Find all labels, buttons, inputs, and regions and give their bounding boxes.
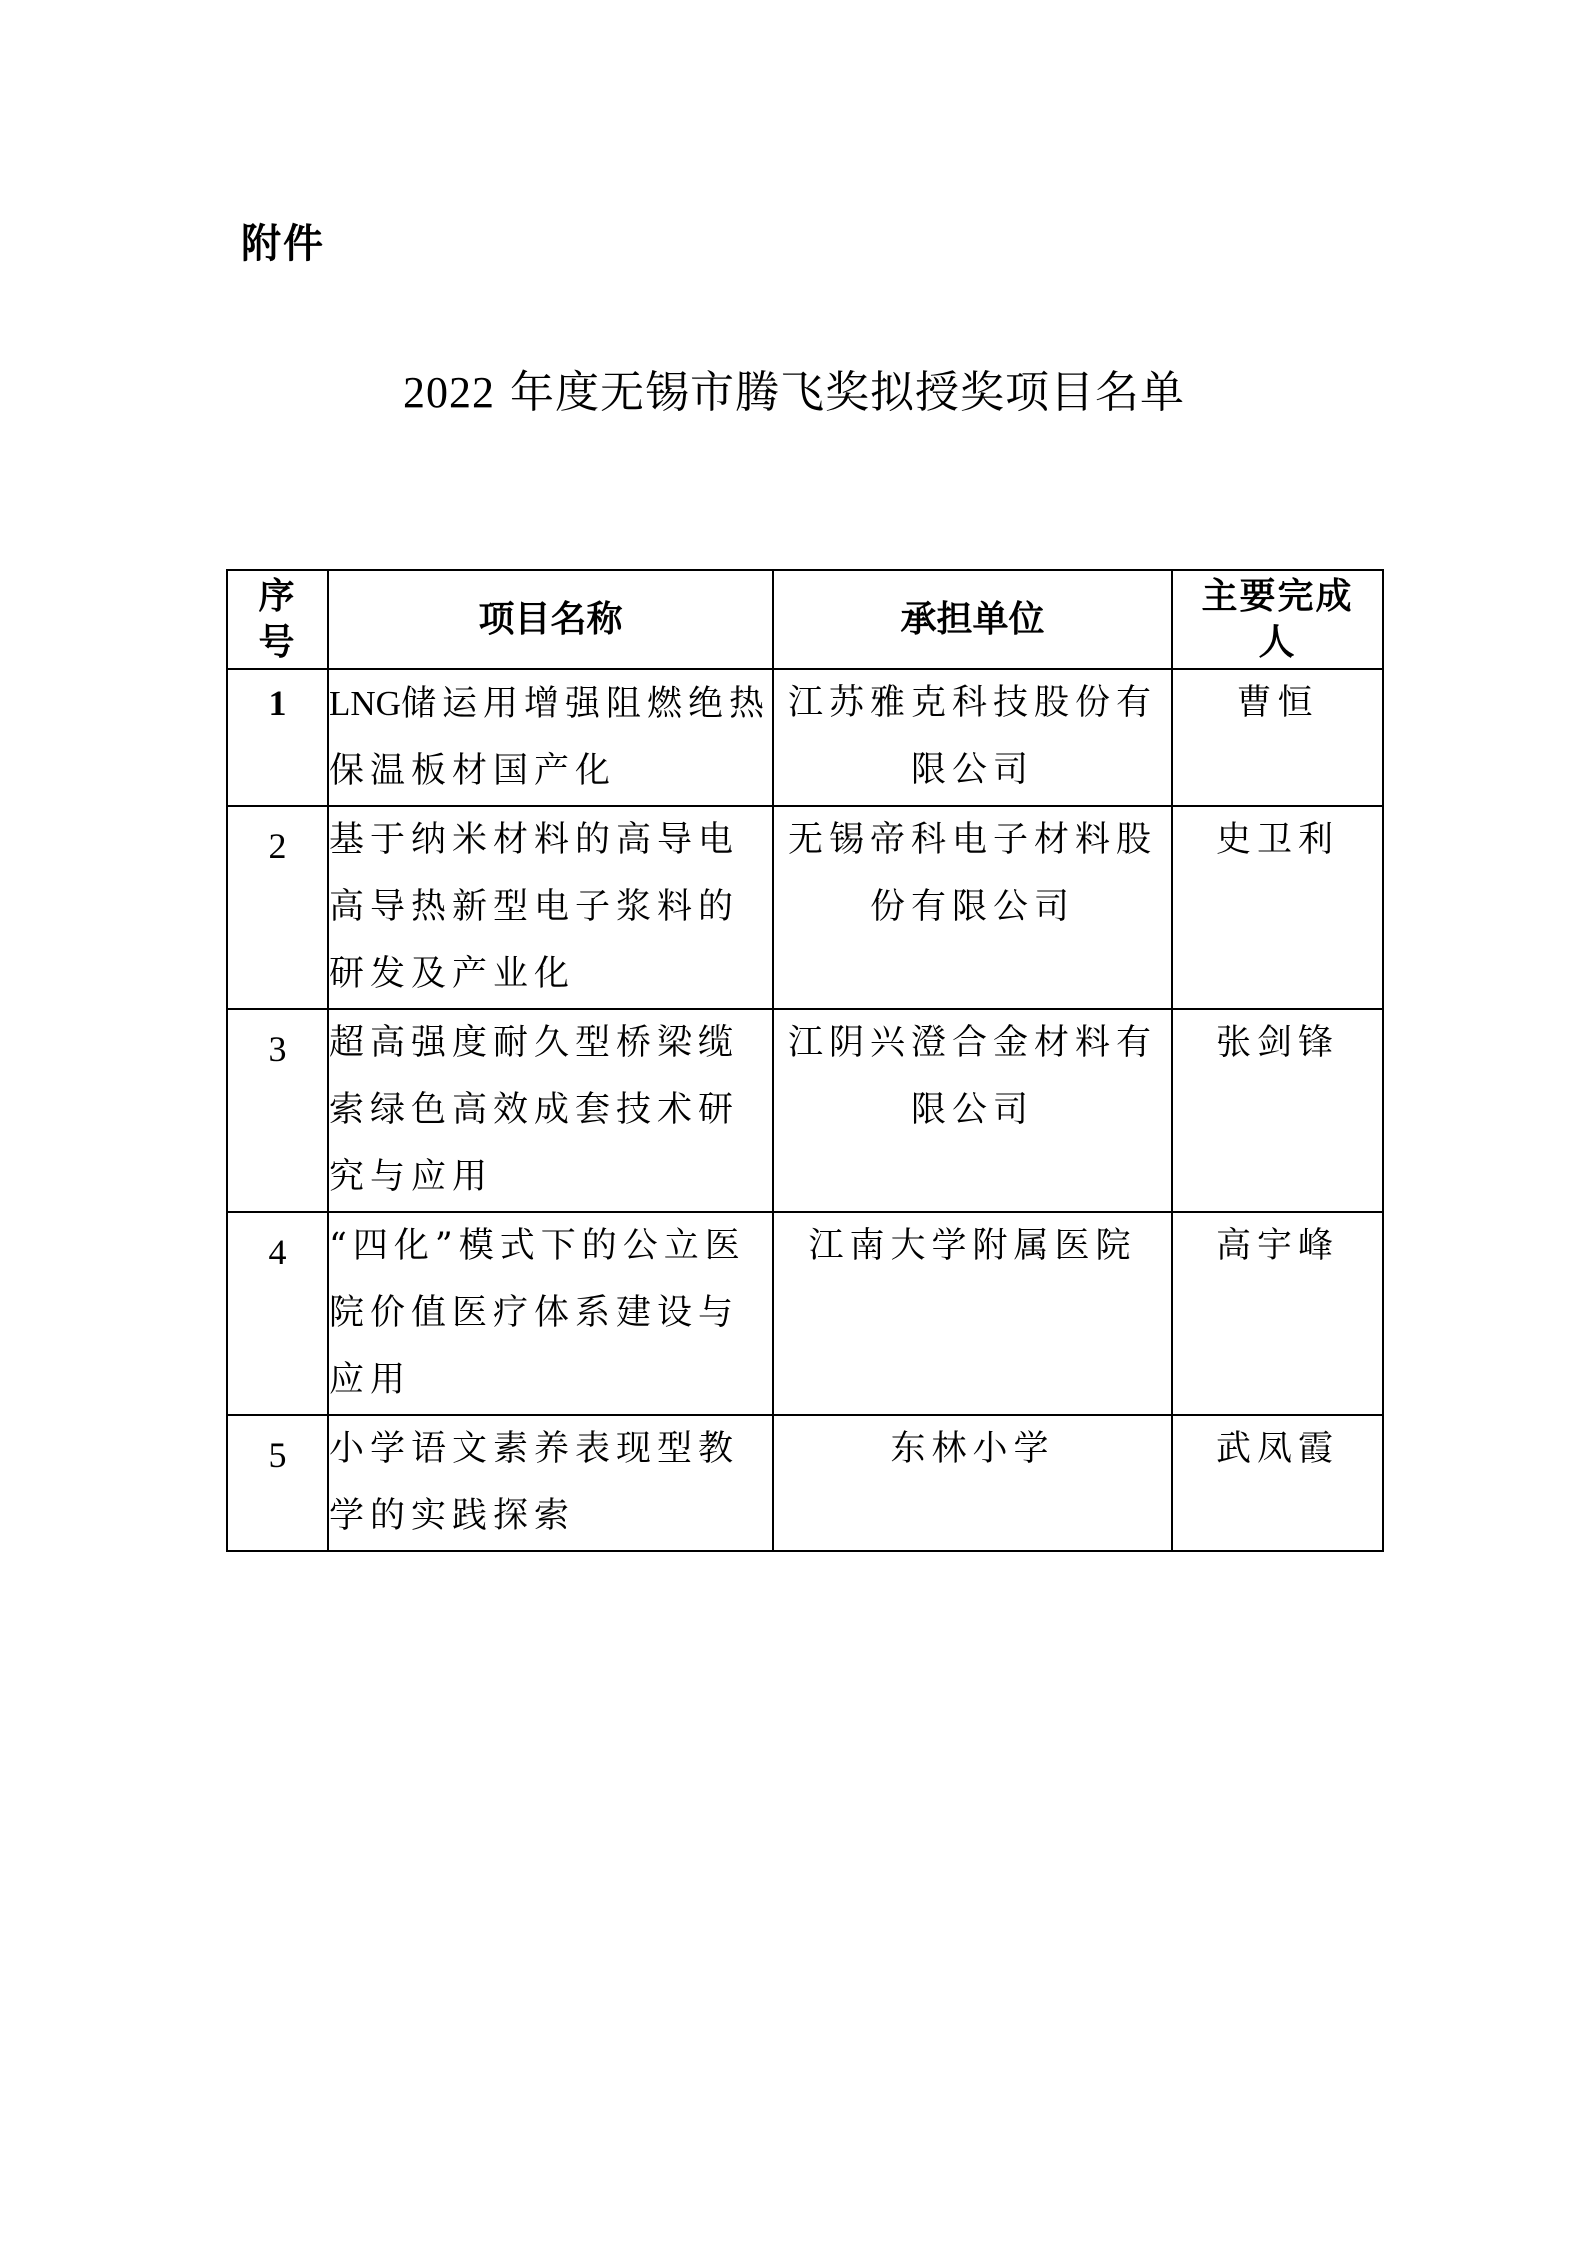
row-project-name: 超高强度耐久型桥梁缆索绿色高效成套技术研究与应用 [328,1009,773,1212]
row-unit: 江阴兴澄合金材料有限公司 [773,1009,1172,1212]
table-header-row [227,570,1383,669]
document-title [0,356,1588,420]
row-person: 张剑锋 [1172,1009,1383,1212]
header-seq-text: 序号 [258,575,297,663]
row-person: 高宇峰 [1172,1212,1383,1415]
row-seq: 3 [227,1009,328,1212]
header-person-text: 主要完成人 [1201,575,1354,663]
header-unit: 承担单位 [773,570,1172,669]
row-project-name: 基于纳米材料的高导电高导热新型电子浆料的研发及产业化 [328,806,773,1009]
row-seq: 5 [227,1415,328,1551]
title-year: 2022 [403,368,495,417]
row-person: 武凤霞 [1172,1415,1383,1551]
header-name: 项目名称 [328,570,773,669]
row-person: 曹恒 [1172,669,1383,806]
attachment-label: 附件 [241,221,325,267]
row-seq: 2 [227,806,328,1009]
row-seq: 4 [227,1212,328,1415]
table-row [227,1415,1383,1551]
header-person [1172,570,1383,669]
row-project-name-text: 储运用增强阻燃绝热保温板材国产化 [329,684,770,791]
row-unit: 江南大学附属医院 [773,1212,1172,1415]
row-person: 史卫利 [1172,806,1383,1009]
row-project-name-prefix: LNG [329,684,401,723]
row-unit: 无锡帝科电子材料股份有限公司 [773,806,1172,1009]
table-row [227,806,1383,1009]
award-table [226,569,1384,1552]
table-row [227,1009,1383,1212]
row-seq: 1 [227,669,328,806]
row-unit: 东林小学 [773,1415,1172,1551]
header-seq [227,570,328,669]
row-project-name: 小学语文素养表现型教学的实践探索 [328,1415,773,1551]
table-row [227,1212,1383,1415]
title-text: 年度无锡市腾飞奖拟授奖项目名单 [510,367,1185,418]
row-unit: 江苏雅克科技股份有限公司 [773,669,1172,806]
row-project-name [328,669,773,806]
row-project-name: “四化”模式下的公立医院价值医疗体系建设与应用 [328,1212,773,1415]
table-row [227,669,1383,806]
